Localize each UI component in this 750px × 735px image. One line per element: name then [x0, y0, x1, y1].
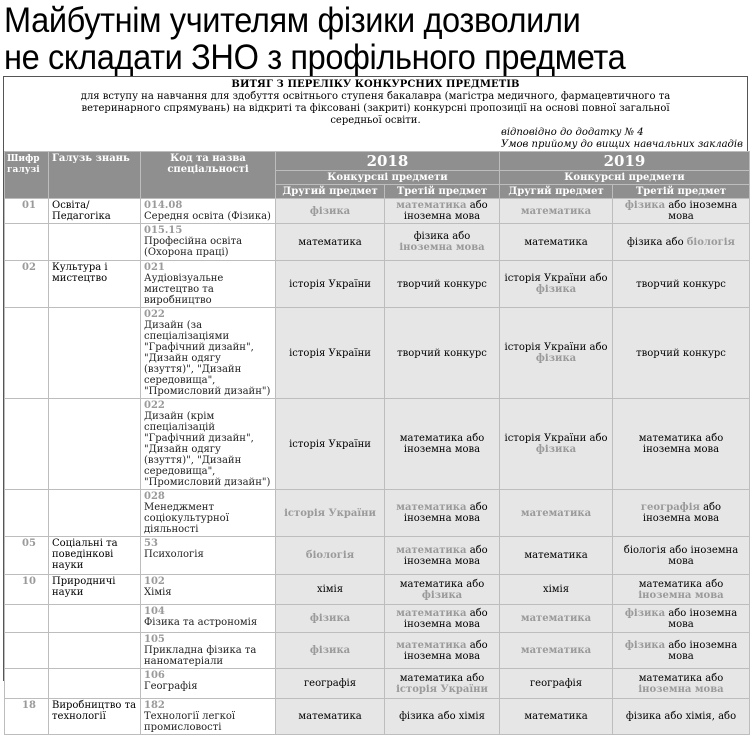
subject-text: географія: [640, 502, 700, 513]
second-subject-2019: [500, 308, 613, 399]
specialty-code: 53: [144, 538, 158, 549]
subject-text: історія України або: [504, 273, 608, 284]
row-specialty: [141, 605, 276, 633]
subject-text: історія України: [396, 683, 488, 695]
second-subject-2018: [276, 199, 385, 224]
third-subject-2018: [385, 399, 500, 490]
table-row: [5, 224, 750, 261]
subject-text: або іноземна мова: [403, 639, 488, 662]
subject-text: математика: [396, 607, 467, 619]
third-subject-2019: [613, 575, 750, 605]
row-area: [49, 308, 141, 399]
subject-text: творчий конкурс: [397, 278, 487, 290]
row-specialty: [141, 669, 276, 699]
third-subject-2019: [613, 669, 750, 699]
subject-text: фізика: [309, 613, 351, 624]
header-year-2019: 2019: [500, 152, 750, 171]
third-subject-2018: [385, 537, 500, 575]
subject-text: математика або: [638, 578, 724, 590]
subject-text: математика або: [399, 672, 485, 684]
table-row: [5, 699, 750, 735]
specialty-code: 015.15: [144, 225, 183, 236]
specialty-code: 182: [144, 700, 165, 711]
row-specialty: [141, 490, 276, 537]
row-shifr: [5, 490, 49, 537]
subject-text: хімія: [316, 584, 344, 595]
specialty-code: 104: [144, 606, 165, 617]
subject-text: хімія: [542, 584, 570, 595]
table-row: [5, 575, 750, 605]
subject-text: математика або іноземна мова: [399, 433, 485, 455]
row-area: [49, 633, 141, 669]
table-row: [5, 537, 750, 575]
row-shifr: [5, 261, 49, 308]
third-subject-2019: [613, 633, 750, 669]
specialty-name: Середня освіта (Фізика): [144, 211, 271, 222]
subject-text: історія України: [289, 347, 371, 359]
third-subject-2019: [613, 605, 750, 633]
shifr-number: [8, 309, 22, 320]
subject-text: іноземна мова: [399, 242, 485, 253]
subject-text: історія України або: [504, 342, 608, 353]
third-subject-2019: [613, 261, 750, 308]
specialty-name: Менеджмент соціокультурної діяльності: [144, 502, 229, 535]
excerpt-intro: [4, 77, 747, 127]
specialty-name: Дизайн (за спеціалізаціями "Графічний дизайн", "Дизайн одягу (взуття)", "Дизайн середовища", "Промисловий дизайн"): [144, 320, 271, 397]
second-subject-2018: [276, 537, 385, 575]
third-subject-2018: [385, 699, 500, 735]
row-shifr: [5, 537, 49, 575]
third-subject-2019: [613, 490, 750, 537]
specialty-name: Фізика та астрономія: [144, 617, 258, 628]
row-area: Виробництво та технології: [49, 699, 141, 735]
table-row: [5, 199, 750, 224]
second-subject-2018: [276, 224, 385, 261]
subject-text: історія України або: [504, 433, 608, 444]
subject-text: іноземна мова: [638, 589, 724, 601]
subject-text: історія України: [284, 507, 376, 519]
second-subject-2018: [276, 399, 385, 490]
second-subject-2019: [500, 224, 613, 261]
subject-text: або іноземна мова: [403, 502, 488, 524]
table-row: [5, 399, 750, 490]
subject-text: математика: [524, 711, 588, 722]
header-competitive-2019: Конкурсні предмети: [500, 171, 750, 185]
second-subject-2019: [500, 575, 613, 605]
header-third-2018: Третій предмет: [385, 185, 500, 199]
subject-text: фізика: [535, 353, 577, 364]
subject-text: або іноземна мова: [403, 607, 488, 630]
specialty-name: Хімія: [144, 587, 172, 598]
table-row: [5, 605, 750, 633]
second-subject-2018: [276, 669, 385, 699]
subject-text: математика: [298, 711, 362, 722]
third-subject-2019: [613, 699, 750, 735]
shifr-number: [8, 225, 22, 236]
row-shifr: [5, 605, 49, 633]
specialty-name: Аудіовізуальне мистецтво та виробництво: [144, 273, 224, 306]
subject-text: математика: [524, 236, 588, 248]
subject-text: фізика або: [627, 236, 687, 248]
specialty-name: Дизайн (крім спеціалізацій "Графічний дизайн", "Дизайн одягу (взуття)", "Дизайн середовища", "Промисловий дизайн"): [144, 411, 271, 488]
shifr-number: 18: [22, 700, 36, 711]
second-subject-2019: [500, 669, 613, 699]
shifr-number: [8, 606, 22, 617]
third-subject-2018: [385, 575, 500, 605]
row-specialty: [141, 537, 276, 575]
subject-text: математика: [520, 205, 592, 217]
shifr-number: [8, 491, 22, 502]
third-subject-2018: [385, 224, 500, 261]
article-headline: [4, 2, 696, 76]
excerpt-description: для вступу на навчання для здобуття освітнього ступеня бакалавра (магістра медичного, фармацевтичного та ветеринарного спрямувань) на відкриті та фіксовані (закриті) конкурсні пропозиції на основі повної загальної середньої освіти.: [80, 91, 671, 126]
subject-text: історія України: [289, 438, 371, 450]
row-area: [49, 605, 141, 633]
row-shifr: [5, 633, 49, 669]
specialty-name: Технології легкої промисловості: [144, 711, 236, 733]
specialty-code: 022: [144, 400, 165, 411]
third-subject-2019: [613, 308, 750, 399]
subject-text: фізика: [309, 205, 351, 217]
header-second-2018: Другий предмет: [276, 185, 385, 199]
subject-text: біологія або іноземна мова: [623, 544, 739, 567]
third-subject-2018: [385, 490, 500, 537]
shifr-number: [8, 634, 22, 645]
shifr-number: [8, 400, 22, 411]
header-third-2019: Третій предмет: [613, 185, 750, 199]
header-second-2019: Другий предмет: [500, 185, 613, 199]
second-subject-2019: [500, 490, 613, 537]
second-subject-2019: [500, 605, 613, 633]
subject-text: або іноземна мова: [642, 502, 722, 524]
row-area: [49, 490, 141, 537]
third-subject-2019: [613, 537, 750, 575]
header-shifr: Шифр галузі: [5, 152, 49, 199]
row-specialty: [141, 399, 276, 490]
third-subject-2018: [385, 669, 500, 699]
subject-text: біологія: [305, 550, 355, 561]
excerpt-title: ВИТЯГ З ПЕРЕЛІКУ КОНКУРСНИХ ПРЕДМЕТІВ: [231, 79, 520, 90]
subject-text: або іноземна мова: [665, 200, 738, 222]
subject-text: біологія: [686, 236, 735, 248]
row-shifr: [5, 699, 49, 735]
specialty-code: 105: [144, 634, 165, 645]
shifr-number: 05: [22, 538, 36, 549]
second-subject-2019: [500, 537, 613, 575]
table-row: [5, 261, 750, 308]
row-specialty: [141, 224, 276, 261]
third-subject-2018: [385, 633, 500, 669]
header-code: Код та назва спеціальності: [141, 152, 276, 199]
row-specialty: [141, 699, 276, 735]
second-subject-2018: [276, 699, 385, 735]
third-subject-2019: [613, 399, 750, 490]
headline-line-1: Майбутнім учителям фізики дозволили: [4, 1, 581, 40]
specialty-code: 028: [144, 491, 165, 502]
specialty-code: 021: [144, 262, 165, 273]
shifr-number: [8, 670, 22, 681]
second-subject-2018: [276, 261, 385, 308]
specialty-name: Професійна освіта (Охорона праці): [144, 236, 243, 258]
row-area: Освіта/ Педагогіка: [49, 199, 141, 224]
table-row: [5, 490, 750, 537]
row-area: [49, 399, 141, 490]
excerpt-note-1: відповідно до додатку № 4: [501, 127, 644, 138]
header-area: Галузь знань: [49, 152, 141, 199]
specialty-name: Географія: [144, 681, 198, 692]
row-shifr: [5, 308, 49, 399]
row-area: Культура і мистецтво: [49, 261, 141, 308]
subject-text: фізика або хімія, або: [625, 711, 737, 722]
row-area: Соціальні та поведінкові науки: [49, 537, 141, 575]
shifr-number: 02: [22, 262, 36, 273]
subject-text: географія: [303, 678, 357, 689]
third-subject-2018: [385, 308, 500, 399]
third-subject-2018: [385, 199, 500, 224]
subject-text: математика: [298, 236, 362, 248]
subject-text: або іноземна мова: [403, 544, 488, 567]
subject-text: історія України: [289, 278, 371, 290]
subject-text: математика або: [638, 672, 724, 684]
second-subject-2018: [276, 308, 385, 399]
specialty-code: 102: [144, 576, 165, 587]
subject-text: математика або: [399, 578, 485, 590]
headline-line-2: не складати ЗНО з профільного предмета: [4, 38, 626, 77]
subject-text: фізика або хімія: [399, 711, 485, 722]
table-row: [5, 633, 750, 669]
row-specialty: [141, 575, 276, 605]
subject-text: математика: [396, 639, 467, 651]
specialty-code: 106: [144, 670, 165, 681]
subject-text: фізика: [535, 444, 577, 455]
specialty-code: 022: [144, 309, 165, 320]
row-shifr: [5, 224, 49, 261]
row-shifr: [5, 399, 49, 490]
subject-text: математика: [524, 550, 588, 561]
subject-text: іноземна мова: [638, 683, 724, 695]
table-row: [5, 669, 750, 699]
table-row: [5, 308, 750, 399]
shifr-number: 10: [22, 576, 36, 587]
subject-text: або іноземна мова: [403, 200, 488, 222]
row-specialty: [141, 261, 276, 308]
specialty-name: Психологія: [144, 549, 204, 560]
excerpt-note-2: Умов прийому до вищих навчальних закладів: [501, 139, 743, 150]
subject-text: географія: [529, 678, 583, 689]
subject-text: математика: [396, 200, 467, 211]
row-specialty: [141, 308, 276, 399]
row-area: Природничі науки: [49, 575, 141, 605]
subject-text: фізика: [535, 284, 577, 295]
subject-text: фізика або: [413, 231, 471, 242]
specialty-code: 014.08: [144, 200, 183, 211]
subject-text: математика або іноземна мова: [638, 433, 724, 455]
subject-text: математика: [396, 502, 467, 513]
subject-text: творчий конкурс: [397, 347, 487, 359]
shifr-number: 01: [22, 200, 36, 211]
row-shifr: [5, 575, 49, 605]
row-specialty: [141, 199, 276, 224]
row-shifr: [5, 199, 49, 224]
second-subject-2018: [276, 490, 385, 537]
row-area: [49, 669, 141, 699]
subject-text: творчий конкурс: [636, 278, 726, 290]
subject-text: математика: [520, 645, 592, 656]
header-competitive-2018: Конкурсні предмети: [276, 171, 500, 185]
subject-text: фізика: [624, 607, 666, 619]
third-subject-2019: [613, 199, 750, 224]
second-subject-2019: [500, 399, 613, 490]
subject-text: математика: [520, 507, 592, 519]
row-specialty: [141, 633, 276, 669]
subjects-table: [4, 151, 750, 735]
second-subject-2019: [500, 199, 613, 224]
second-subject-2019: [500, 699, 613, 735]
third-subject-2018: [385, 605, 500, 633]
subject-text: математика: [520, 613, 592, 624]
second-subject-2018: [276, 575, 385, 605]
second-subject-2019: [500, 261, 613, 308]
subject-text: фізика: [309, 645, 351, 656]
subject-text: фізика: [624, 200, 666, 211]
third-subject-2019: [613, 224, 750, 261]
second-subject-2019: [500, 633, 613, 669]
subject-text: математика: [396, 544, 467, 556]
specialty-name: Прикладна фізика та наноматеріали: [144, 645, 257, 667]
subject-text: фізика: [421, 589, 463, 601]
excerpt-frame: [3, 76, 748, 733]
second-subject-2018: [276, 605, 385, 633]
subject-text: творчий конкурс: [636, 347, 726, 359]
subject-text: фізика: [624, 639, 666, 651]
subject-text: або іноземна мова: [665, 639, 738, 662]
row-shifr: [5, 669, 49, 699]
header-year-2018: 2018: [276, 152, 500, 171]
second-subject-2018: [276, 633, 385, 669]
subject-text: або іноземна мова: [665, 607, 738, 630]
third-subject-2018: [385, 261, 500, 308]
row-area: [49, 224, 141, 261]
